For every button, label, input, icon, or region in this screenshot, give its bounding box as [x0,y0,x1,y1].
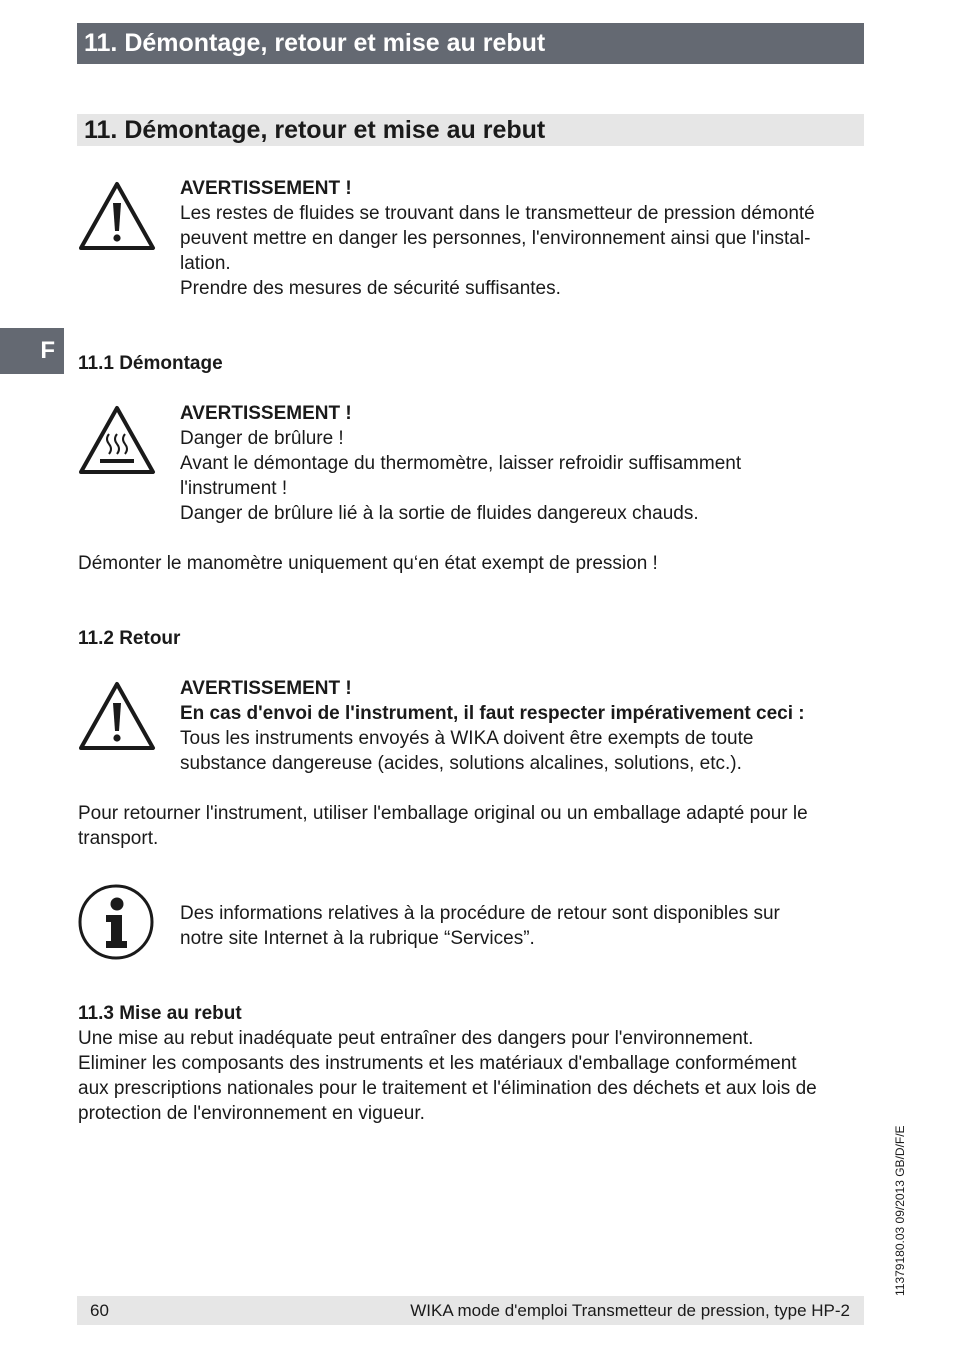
warning-text-line: Avant le démontage du thermomètre, laisser refroidir suffisamment [180,453,742,474]
warning-title: AVERTISSEMENT ! [180,678,352,699]
warning-text-line: Prendre des mesures de sécurité suffisantes. [180,278,561,299]
body-paragraph: aux prescriptions nationales pour le traitement et l'élimination des déchets et aux lois de [78,1078,817,1099]
subsection-heading-retour: 11.2 Retour [78,628,181,649]
warning-text-line: substance dangereuse (acides, solutions alcalines, solutions, etc.). [180,753,742,774]
language-tab: F [0,328,64,374]
warning-text-line: Tous les instruments envoyés à WIKA doivent être exempts de toute [180,728,754,749]
chapter-header: 11. Démontage, retour et mise au rebut [77,23,864,64]
footer-title: WIKA mode d'emploi Transmetteur de pression, type HP-2 [410,1301,850,1320]
warning-title: AVERTISSEMENT ! [180,403,352,424]
body-paragraph: Pour retourner l'instrument, utiliser l'emballage original ou un emballage adapté pour le [78,803,808,824]
body-paragraph: transport. [78,828,159,849]
warning-text-line: Danger de brûlure ! [180,428,344,449]
info-icon [77,883,155,961]
warning-triangle-icon [78,181,156,251]
warning-text-line: peuvent mettre en danger les personnes, l'environnement ainsi que l'instal- [180,228,811,249]
warning-text-line: lation. [180,253,231,274]
warning-bold-line: En cas d'envoi de l'instrument, il faut respecter impérativement ceci : [180,703,805,724]
body-paragraph: Une mise au rebut inadéquate peut entraîner des dangers pour l'environnement. [78,1028,754,1049]
page-footer [77,1296,864,1325]
document-code: 11379180.03 09/2013 GB/D/F/E [893,1125,907,1296]
info-text-line: notre site Internet à la rubrique “Services”. [180,928,535,949]
body-paragraph: Eliminer les composants des instruments et les matériaux d'emballage conformément [78,1053,797,1074]
section-title: 11. Démontage, retour et mise au rebut [77,114,864,146]
info-text-line: Des informations relatives à la procédure de retour sont disponibles sur [180,903,780,924]
warning-text-line: l'instrument ! [180,478,288,499]
subsection-heading-demontage: 11.1 Démontage [78,353,223,374]
subsection-heading-mise-au-rebut: 11.3 Mise au rebut [78,1003,242,1024]
body-paragraph: protection de l'environnement en vigueur. [78,1103,425,1124]
page-number: 60 [90,1301,109,1320]
warning-title: AVERTISSEMENT ! [180,178,352,199]
warning-text-line: Danger de brûlure lié à la sortie de fluides dangereux chauds. [180,503,699,524]
hot-surface-warning-icon [78,405,156,475]
warning-text-line: Les restes de fluides se trouvant dans le transmetteur de pression démonté [180,203,815,224]
body-paragraph: Démonter le manomètre uniquement qu‘en état exempt de pression ! [78,553,658,574]
warning-triangle-icon [78,681,156,751]
